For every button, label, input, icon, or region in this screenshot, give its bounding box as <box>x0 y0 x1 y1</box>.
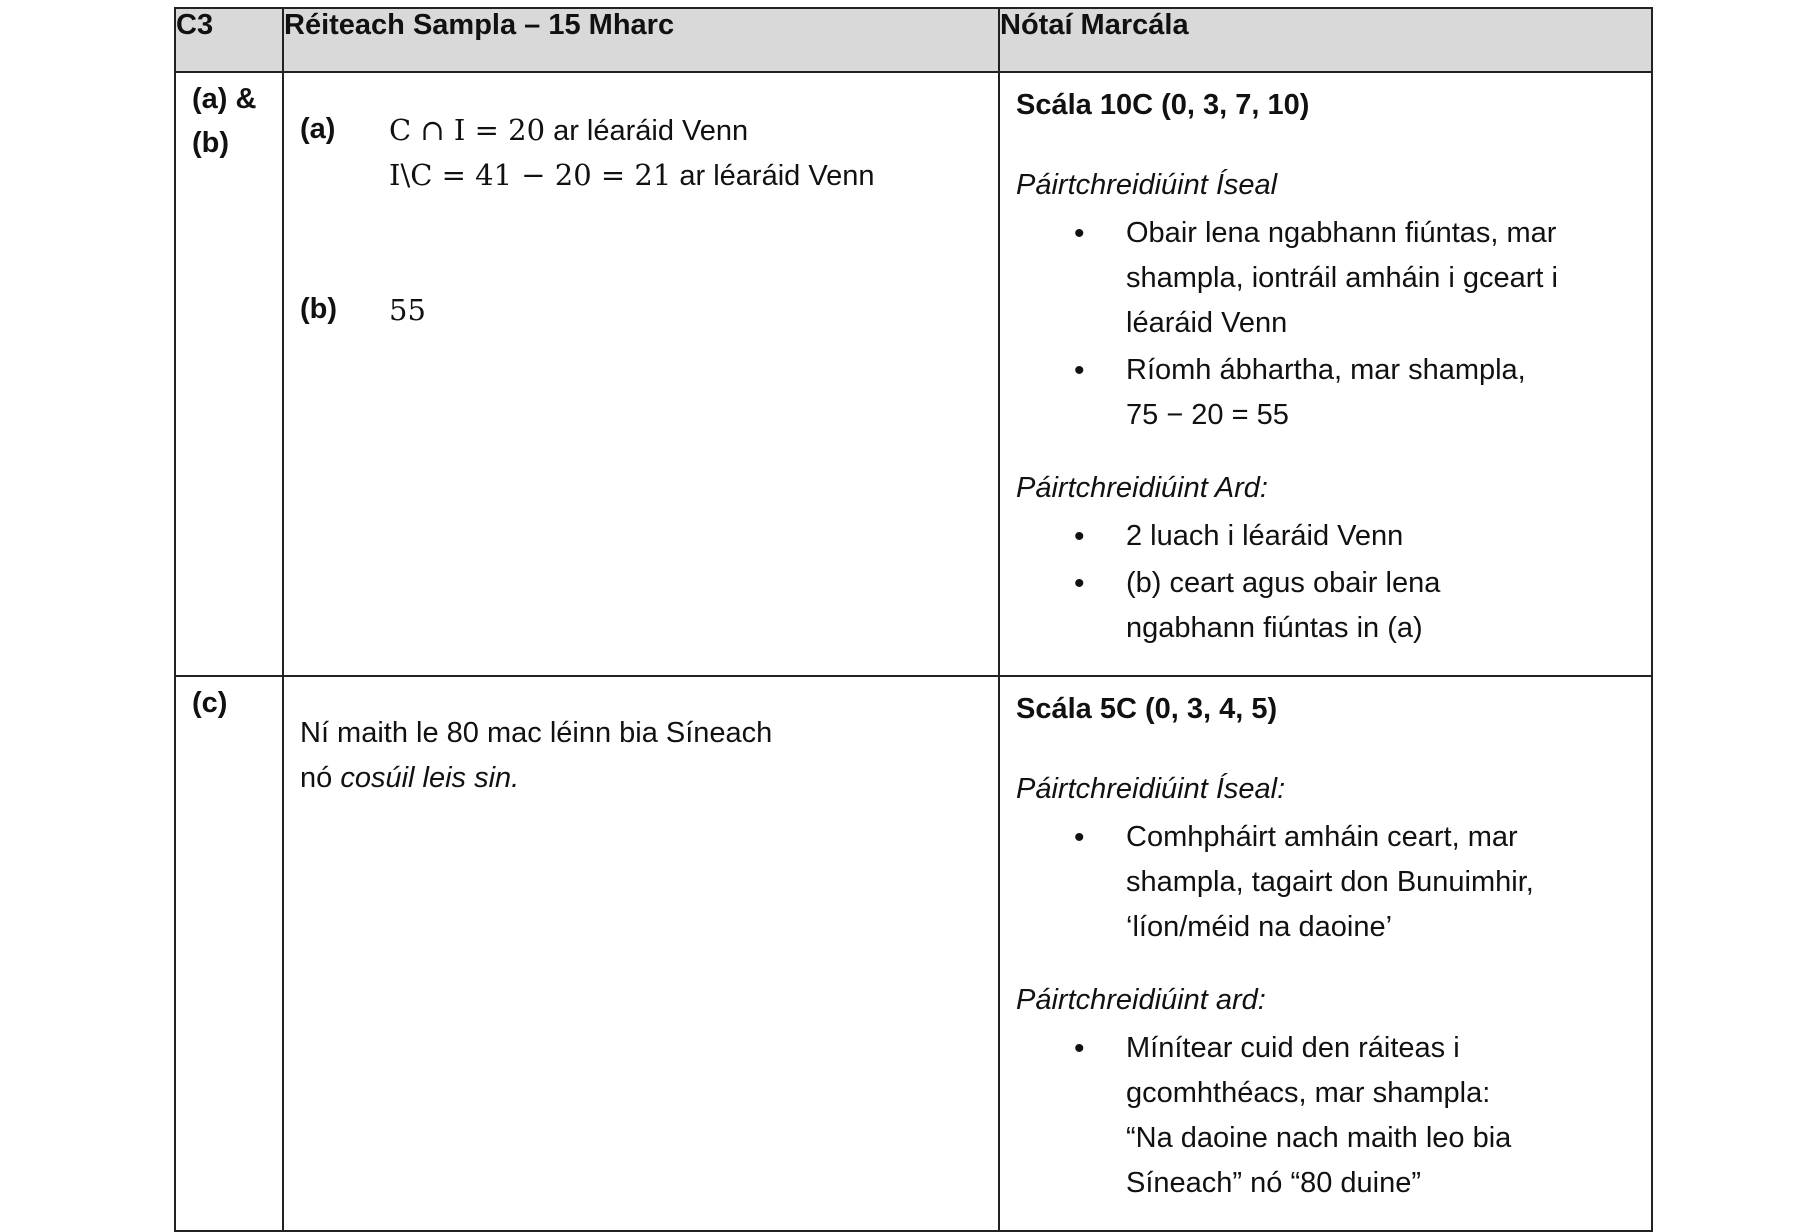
bullet-icon: • <box>1074 217 1085 250</box>
part-b-value: 55 <box>389 293 426 327</box>
row-c-high-credit-title: Páirtchreidiúint ard: <box>1016 984 1266 1016</box>
header-question: C3 <box>175 8 283 72</box>
part-a-line2-text: ar léaráid Venn <box>679 160 875 192</box>
bullet-icon: • <box>1074 567 1085 600</box>
part-c-line2-prefix: nó <box>300 762 341 794</box>
part-a-line2 <box>389 158 874 193</box>
part-c-line2 <box>300 762 519 795</box>
part-c-line1: Ní maith le 80 mac léinn bia Síneach <box>300 717 773 749</box>
part-b-label: (b) <box>300 293 338 325</box>
row-a-b <box>175 72 1652 676</box>
list-item <box>1016 211 1651 346</box>
row-c-label-cell <box>175 676 283 1231</box>
row-c <box>175 676 1652 1231</box>
row-c-label: (c) <box>192 687 228 719</box>
row-a-b-label-line1: (a) & <box>192 83 257 115</box>
list-item-text: 2 luach i léaráid Venn <box>1126 520 1404 552</box>
list-item-text: Obair lena ngabhann fiúntas, mar shampla, iontráil amháin i gceart i léaráid Venn <box>1126 217 1558 339</box>
list-item <box>1016 1026 1651 1206</box>
part-a-line1-math: C ∩ I = 20 <box>389 113 546 147</box>
list-item <box>1016 348 1651 438</box>
bullet-icon: • <box>1074 821 1085 854</box>
row-a-b-label-line2: (b) <box>192 127 230 159</box>
row-a-b-label-cell <box>175 72 283 676</box>
part-c-line2-italic: cosúil leis sin. <box>340 762 520 794</box>
part-a-line2-math: I\C = 41 − 20 = 21 <box>389 158 672 192</box>
list-item-text: Ríomh ábhartha, mar shampla, 75 − 20 = 55 <box>1126 354 1526 431</box>
marking-scheme-table <box>174 7 1653 1232</box>
row-c-notes-cell <box>999 676 1652 1231</box>
row-a-b-scale: Scála 10C (0, 3, 7, 10) <box>1016 89 1310 121</box>
row-a-b-low-credit-title: Páirtchreidiúint Íseal <box>1016 169 1278 201</box>
part-a-line1-text: ar léaráid Venn <box>553 115 749 147</box>
row-c-scale: Scála 5C (0, 3, 4, 5) <box>1016 693 1278 725</box>
bullet-icon: • <box>1074 1032 1085 1065</box>
row-a-b-high-credit-title: Páirtchreidiúint Ard: <box>1016 472 1268 504</box>
list-item <box>1016 514 1651 559</box>
part-a-line1 <box>389 113 748 148</box>
part-a-label: (a) <box>300 113 336 145</box>
row-c-solution-cell <box>283 676 999 1231</box>
row-a-b-high-credit-list <box>1016 514 1651 651</box>
list-item <box>1016 561 1651 651</box>
list-item <box>1016 815 1651 950</box>
list-item-text: Mínítear cuid den ráiteas i gcomhthéacs, mar shampla: “Na daoine nach maith leo bia Síneach” nó “80 duine” <box>1126 1032 1512 1199</box>
row-a-b-solution-cell <box>283 72 999 676</box>
row-a-b-notes-cell <box>999 72 1652 676</box>
list-item-text: (b) ceart agus obair lena ngabhann fiúntas in (a) <box>1126 567 1441 644</box>
header-row <box>175 8 1652 72</box>
row-c-low-credit-title: Páirtchreidiúint Íseal: <box>1016 773 1286 805</box>
bullet-icon: • <box>1074 354 1085 387</box>
row-c-low-credit-list <box>1016 815 1651 950</box>
header-solution-title: Réiteach Sampla – 15 Mharc <box>283 8 999 72</box>
header-notes-title: Nótaí Marcála <box>999 8 1652 72</box>
row-a-b-low-credit-list <box>1016 211 1651 438</box>
list-item-text: Comhpháirt amháin ceart, mar shampla, tagairt don Bunuimhir, ‘líon/méid na daoine’ <box>1126 821 1534 943</box>
bullet-icon: • <box>1074 520 1085 553</box>
row-c-high-credit-list <box>1016 1026 1651 1206</box>
